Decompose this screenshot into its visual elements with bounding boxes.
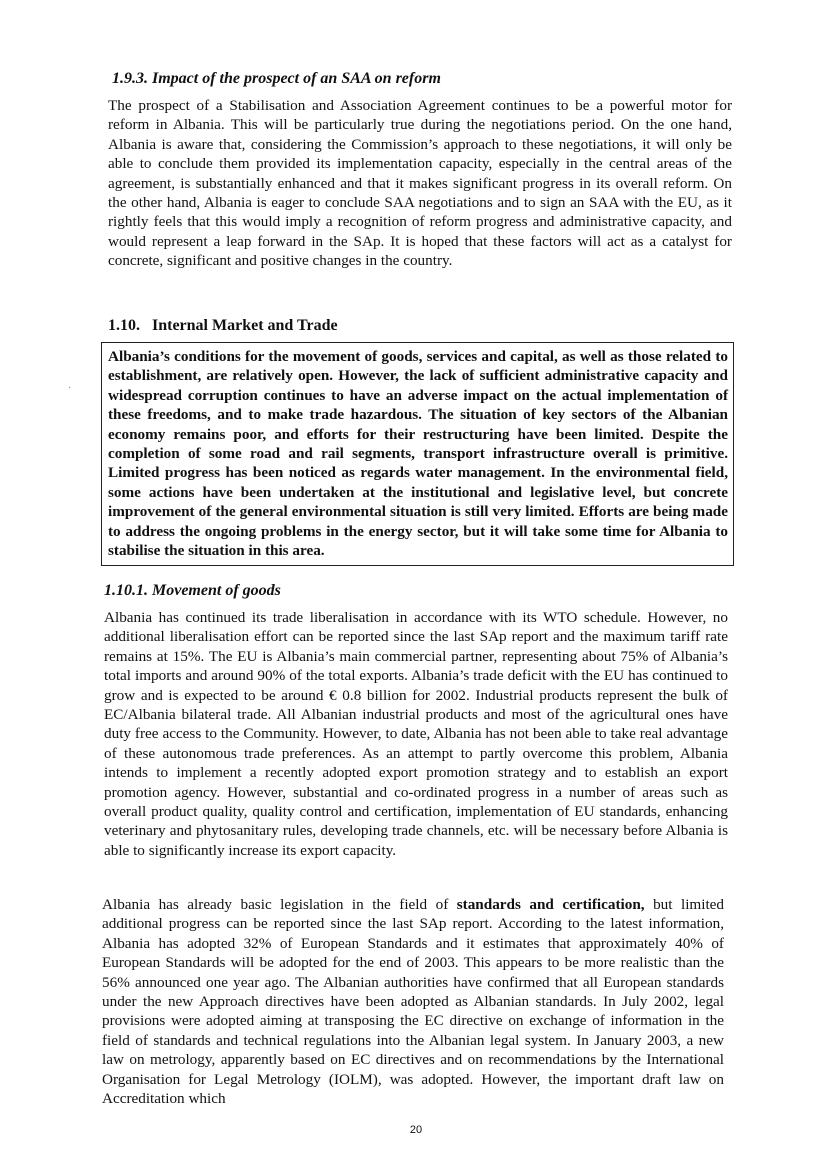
paragraph-standards-bold: standards and certification,: [456, 896, 645, 913]
paragraph-standards-post: but limited additional progress can be reported since the last SAp report. According to the latest information, Albania has adopted 32% of European Standards and it estimates that approximately 40% of European Standards will be adopted for the end of 2003. This appears to be more realistic than the 56% announced one year ago. The Albanian authorities have confirmed that all European standards under the new Approach directives have been adopted as Albanian standards. In July 2002, legal provisions were adopted aiming at transposing the EC directive on exchange of information in the field of standards and technical regulations into the Albanian legal system. In January 2003, a new law on metrology, apparently based on EC directives and on recommendations by the International Organisation for Legal Metrology (IOLM), was adopted. However, the important draft law on Accreditation which: [102, 896, 725, 1108]
summary-box-text: Albania’s conditions for the movement of goods, services and capital, as well as those related to establishment, are relatively open. However, the lack of sufficient administrative capacity and widespread corruption continues to have an adverse impact on the actual implementation of these freedoms, and to make trade hazardous. The situation of key sectors of the Albanian economy remains poor, and efforts for their restructuring have been limited. Despite the completion of some road and rail segments, transport infrastructure overall is primitive. Limited progress has been noticed as regards water management. In the environmental field, some actions have been undertaken at the institutional and legislative level, but concrete improvement of the general environmental situation is still very limited. Efforts are being made to address the ongoing problems in the energy sector, but it will take some time for Albania to stabilise the situation in this area.: [108, 348, 728, 560]
section-heading-1-10-1: 1.10.1. Movement of goods: [104, 582, 281, 599]
paragraph-standards-certification: [102, 895, 724, 1108]
paragraph-saa-prospect: The prospect of a Stabilisation and Association Agreement continues to be a powerful motor for reform in Albania. This will be particularly true during the negotiations period. On the one hand, Albania is aware that, considering the Commission’s approach to these negotiations, it will only be able to conclude them provided its implementation capacity, especially in the central areas of the agreement, is substantially enhanced and that it makes significant progress in its overall reform. On the other hand, Albania is eager to conclude SAA negotiations and to sign an SAA with the EU, as it rightly feels that this would imply a recognition of reform progress and administrative capacity, and would represent a leap forward in the SAp. It is hoped that these factors will act as a catalyst for concrete, significant and positive changes in the country.: [108, 97, 732, 270]
page-number: 20: [409, 1124, 423, 1136]
paragraph-trade-liberalisation: Albania has continued its trade liberalisation in accordance with its WTO schedule. However, no additional liberalisation effort can be reported since the last SAp report and the maximum tariff rate remains at 15%. The EU is Albania’s main commercial partner, representing about 75% of Albania’s total imports and around 90% of the total exports. Albania’s trade deficit with the EU has continued to grow and is expected to be around € 0.8 billion for 2002. Industrial products represent the bulk of EC/Albania bilateral trade. All Albanian industrial products and most of the agricultural ones have duty free access to the Community. However, to date, Albania has not been able to take real advantage of these autonomous trade preferences. As an attempt to partly overcome this problem, Albania intends to implement a recently adopted export promotion strategy and to establish an export promotion agency. However, substantial and co-ordinated progress in a number of areas such as overall product quality, quality control and certification, implementation of EU standards, enhancing veterinary and phytosanitary rules, developing trade channels, etc. will be necessary before Albania is able to significantly increase its export capacity.: [104, 609, 728, 859]
summary-box: [101, 342, 734, 566]
margin-mark: ·: [68, 383, 72, 394]
paragraph-standards-pre: Albania has already basic legislation in the field of: [102, 896, 457, 913]
section-heading-1-9-3: 1.9.3. Impact of the prospect of an SAA on reform: [112, 70, 441, 87]
section-heading-1-10: 1.10. Internal Market and Trade: [108, 317, 338, 334]
